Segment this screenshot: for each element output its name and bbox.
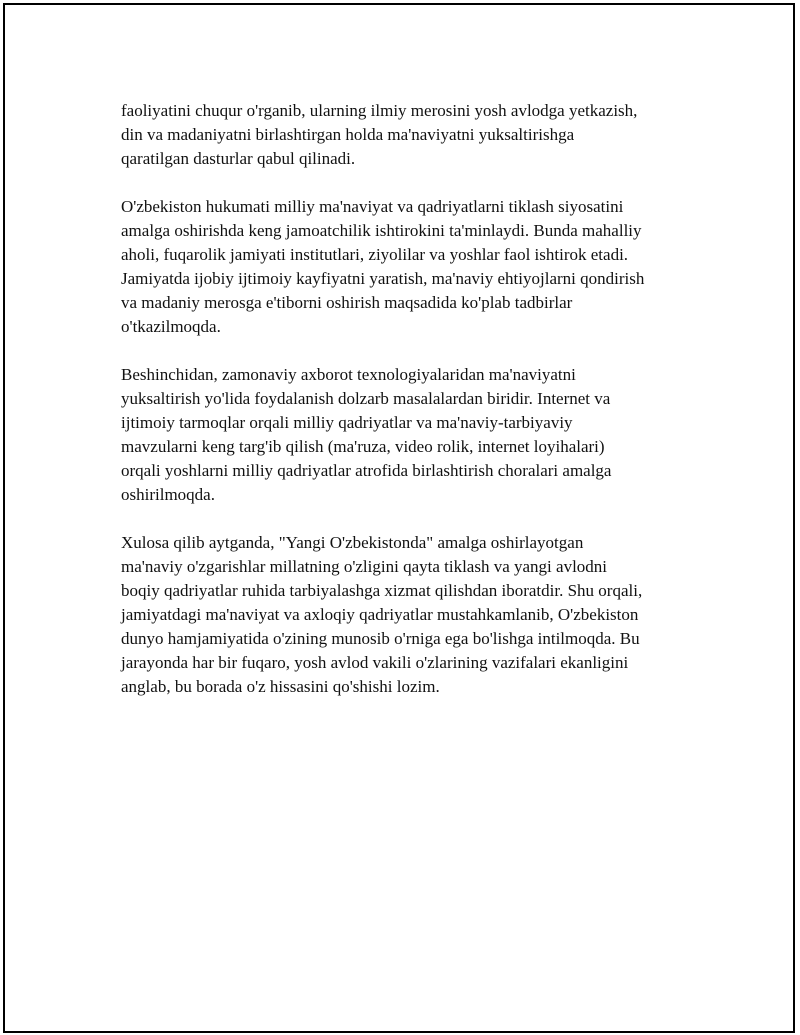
paragraph-line: O'zbekiston hukumati milliy ma'naviyat va qadriyatlarni tiklash siyosatini [121, 197, 624, 216]
paragraph-line: jarayonda har bir fuqaro, yosh avlod vakili o'zlarining vazifalari ekanligini [121, 653, 629, 672]
paragraph-1 [121, 99, 711, 171]
paragraph-line: jamiyatdagi ma'naviyat va axloqiy qadriyatlar mustahkamlanib, O'zbekiston [121, 605, 639, 624]
paragraph-line: orqali yoshlarni milliy qadriyatlar atrofida birlashtirish choralari amalga [121, 461, 612, 480]
paragraph-line: mavzularni keng targ'ib qilish (ma'ruza, video rolik, internet loyihalari) [121, 437, 605, 456]
paragraph-line: aholi, fuqarolik jamiyati institutlari, ziyolilar va yoshlar faol ishtirok etadi. [121, 245, 629, 264]
paragraph-3 [121, 363, 711, 507]
document-body [121, 99, 711, 723]
paragraph-line: faoliyatini chuqur o'rganib, ularning ilmiy merosini yosh avlodga yetkazish, [121, 101, 638, 120]
paragraph-line: boqiy qadriyatlar ruhida tarbiyalashga xizmat qilishdan iboratdir. Shu orqali, [121, 581, 643, 600]
paragraph-4 [121, 531, 711, 699]
paragraph-line: Xulosa qilib aytganda, "Yangi O'zbekistonda" amalga oshirlayotgan [121, 533, 584, 552]
paragraph-line: yuksaltirish yo'lida foydalanish dolzarb masalalardan biridir. Internet va [121, 389, 611, 408]
paragraph-line: amalga oshirishda keng jamoatchilik ishtirokini ta'minlaydi. Bunda mahalliy [121, 221, 642, 240]
paragraph-line: din va madaniyatni birlashtirgan holda ma'naviyatni yuksaltirishga [121, 125, 575, 144]
paragraph-line: o'tkazilmoqda. [121, 317, 221, 336]
paragraph-line: ma'naviy o'zgarishlar millatning o'zligini qayta tiklash va yangi avlodni [121, 557, 608, 576]
paragraph-line: Jamiyatda ijobiy ijtimoiy kayfiyatni yaratish, ma'naviy ehtiyojlarni qondirish [121, 269, 645, 288]
page-frame [3, 3, 795, 1033]
paragraph-line: oshirilmoqda. [121, 485, 215, 504]
paragraph-line: Beshinchidan, zamonaviy axborot texnologiyalaridan ma'naviyatni [121, 365, 576, 384]
paragraph-line: dunyo hamjamiyatida o'zining munosib o'rniga ega bo'lishga intilmoqda. Bu [121, 629, 640, 648]
paragraph-2 [121, 195, 711, 339]
paragraph-line: ijtimoiy tarmoqlar orqali milliy qadriyatlar va ma'naviy-tarbiyaviy [121, 413, 573, 432]
paragraph-line: qaratilgan dasturlar qabul qilinadi. [121, 149, 356, 168]
paragraph-line: anglab, bu borada o'z hissasini qo'shishi lozim. [121, 677, 440, 696]
paragraph-line: va madaniy merosga e'tiborni oshirish maqsadida ko'plab tadbirlar [121, 293, 573, 312]
